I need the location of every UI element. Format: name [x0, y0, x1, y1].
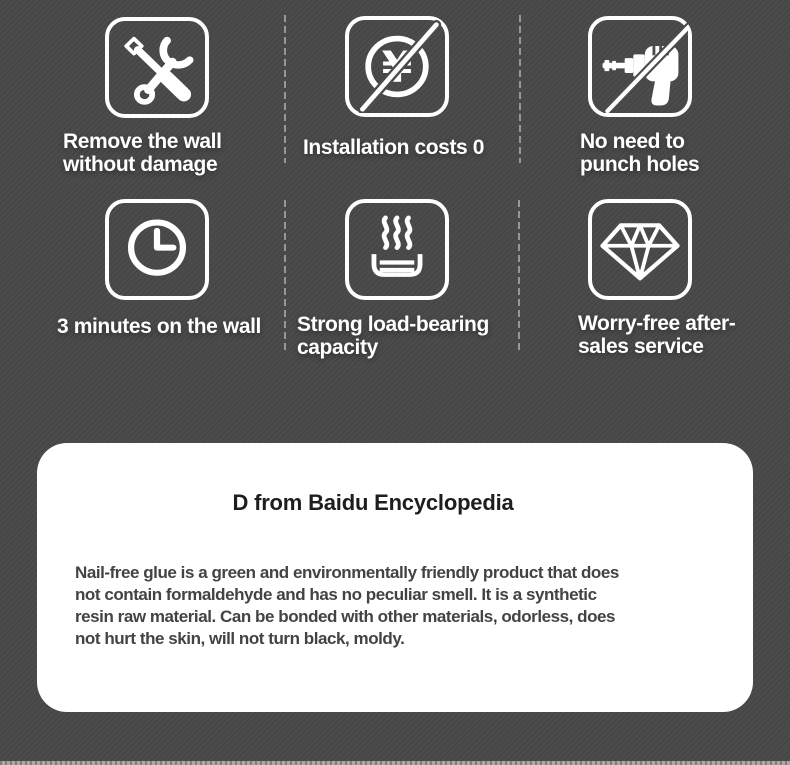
- divider-row1-left: [284, 15, 286, 163]
- divider-row2-right: [518, 200, 520, 352]
- card-title: D from Baidu Encyclopedia: [232, 490, 514, 515]
- feature-label-3-minutes: 3 minutes on the wall: [57, 315, 261, 338]
- feature-label-after-sales: Worry-free after- sales service: [578, 312, 736, 358]
- diamond-icon: [588, 199, 692, 300]
- divider-row2-left: [284, 200, 286, 352]
- encyclopedia-card: [37, 443, 753, 712]
- divider-row1-right: [519, 15, 521, 163]
- card-body-text: Nail-free glue is a green and environmentally friendly product that does not contain formaldehyde and has no peculiar smell. It is a synthetic resin raw material. Can be bonded with other materials, odorless, does not hurt the skin, will not turn black, moldy.: [75, 563, 619, 648]
- no-installation-cost-icon: [345, 16, 449, 117]
- feature-label-installation-cost: Installation costs 0: [303, 136, 485, 159]
- tools-icon: [105, 17, 209, 118]
- svg-text:¥: ¥: [381, 43, 413, 93]
- no-drill-icon: [588, 16, 692, 117]
- feature-label-remove-wall: Remove the wall without damage: [63, 130, 222, 176]
- feature-label-load-bearing: Strong load-bearing capacity: [297, 313, 489, 359]
- bottom-edge-strip: [0, 761, 790, 765]
- load-bearing-icon: [345, 199, 449, 300]
- clock-icon: [105, 199, 209, 300]
- feature-label-no-punch-holes: No need to punch holes: [580, 130, 700, 176]
